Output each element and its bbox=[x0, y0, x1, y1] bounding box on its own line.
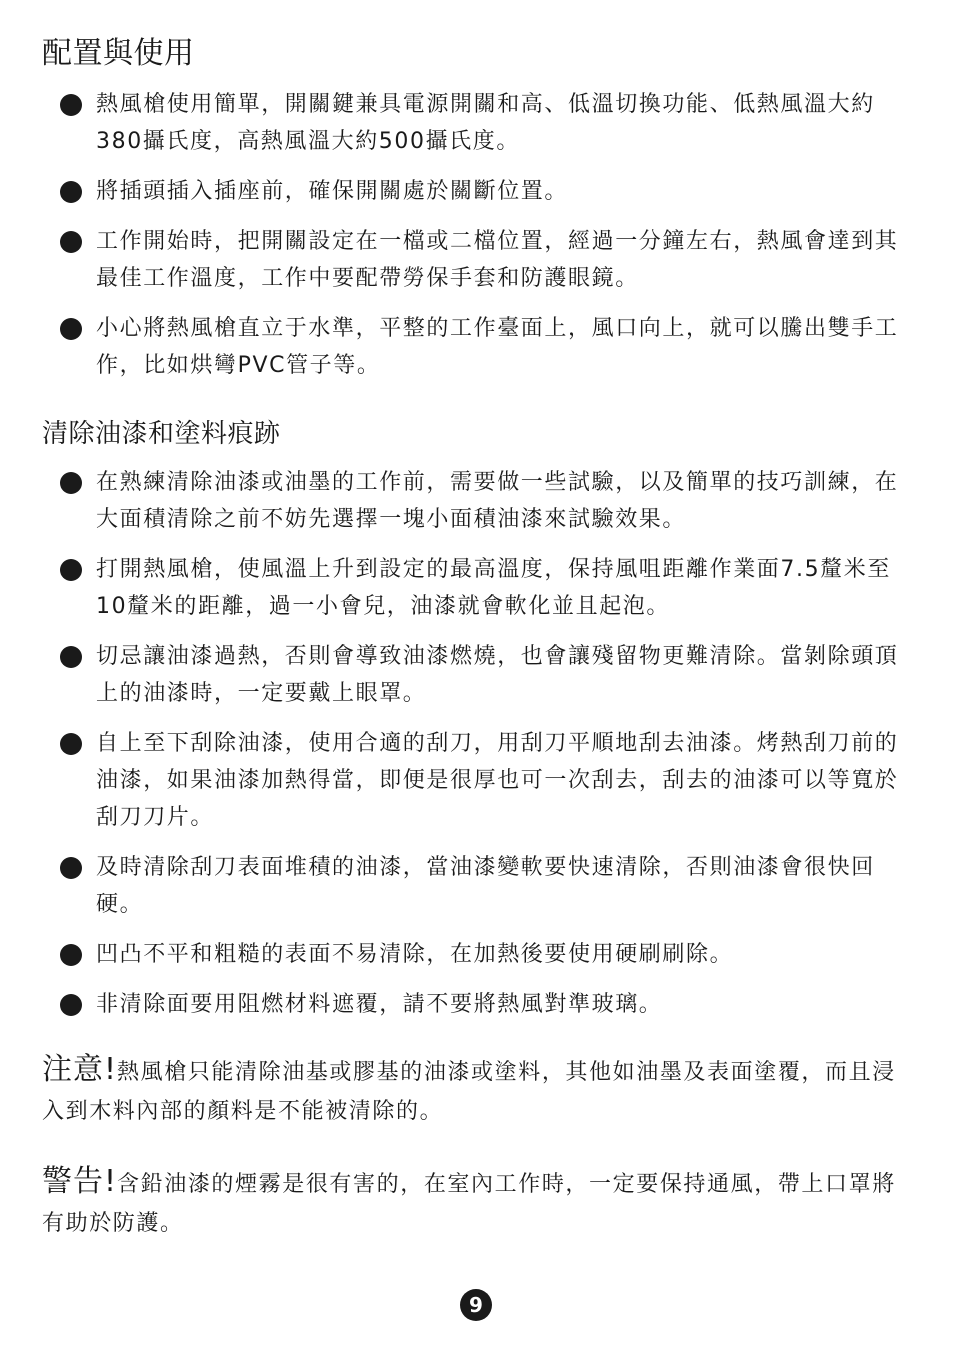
list-item bbox=[58, 849, 908, 923]
list-item-text: 熱風槍使用簡單，開關鍵兼具電源開關和高、低溫切換功能、低熱風溫大約380攝氏度，高熱風溫大約500攝氏度。 bbox=[96, 92, 875, 154]
list-item bbox=[58, 223, 908, 297]
list-item-text: 切忌讓油漆過熱，否則會導致油漆燃燒，也會讓殘留物更難清除。當剝除頭頂上的油漆時，一定要戴上眼罩。 bbox=[96, 644, 899, 706]
list-item bbox=[58, 310, 908, 384]
bullet-icon bbox=[60, 94, 82, 116]
list-item-text: 凹凸不平和粗糙的表面不易清除，在加熱後要使用硬刷刷除。 bbox=[96, 942, 734, 967]
notice-label: 注意! bbox=[42, 1052, 118, 1087]
section-title-paint-removal: 清除油漆和塗料痕跡 bbox=[42, 419, 281, 449]
list-item-text: 及時清除刮刀表面堆積的油漆，當油漆變軟要快速清除，否則油漆會很快回硬。 bbox=[96, 855, 875, 917]
list-item-text: 自上至下刮除油漆，使用合適的刮刀，用刮刀平順地刮去油漆。烤熱刮刀前的油漆，如果油漆加熱得當，即便是很厚也可一次刮去，刮去的油漆可以等寬於刮刀刀片。 bbox=[96, 731, 899, 830]
list-item bbox=[58, 464, 908, 538]
list-item bbox=[58, 725, 908, 836]
list-item bbox=[58, 173, 908, 210]
notice-text: 熱風槍只能清除油基或膠基的油漆或塗料，其他如油墨及表面塗覆，而且浸入到木料內部的顏料是不能被清除的。 bbox=[42, 1060, 896, 1124]
bullet-icon bbox=[60, 994, 82, 1016]
notice-paragraph bbox=[42, 1050, 908, 1131]
bullet-icon bbox=[60, 231, 82, 253]
list-item-text: 在熟練清除油漆或油墨的工作前，需要做一些試驗，以及簡單的技巧訓練，在大面積清除之前不妨先選擇一塊小面積油漆來試驗效果。 bbox=[96, 470, 899, 532]
warning-label: 警告! bbox=[42, 1164, 118, 1199]
bullet-icon bbox=[60, 733, 82, 755]
bullet-icon bbox=[60, 857, 82, 879]
bullet-icon bbox=[60, 559, 82, 581]
list-item bbox=[58, 86, 908, 160]
list-item-text: 打開熱風槍，使風溫上升到設定的最高溫度，保持風咀距離作業面7.5釐米至10釐米的距離，過一小會兒，油漆就會軟化並且起泡。 bbox=[96, 557, 891, 619]
list-item-text: 工作開始時，把開關設定在一檔或二檔位置，經過一分鐘左右，熱風會達到其最佳工作溫度，工作中要配帶勞保手套和防護眼鏡。 bbox=[96, 229, 899, 291]
list-item-text: 小心將熱風槍直立于水準，平整的工作臺面上，風口向上，就可以騰出雙手工作，比如烘彎PVC管子等。 bbox=[96, 316, 899, 378]
warning-paragraph bbox=[42, 1162, 908, 1243]
section-title-setup: 配置與使用 bbox=[42, 36, 195, 71]
setup-list bbox=[58, 86, 908, 397]
bullet-icon bbox=[60, 318, 82, 340]
bullet-icon bbox=[60, 646, 82, 668]
warning-text: 含鉛油漆的煙霧是很有害的，在室內工作時，一定要保持通風，帶上口罩將有助於防護。 bbox=[42, 1172, 896, 1236]
bullet-icon bbox=[60, 472, 82, 494]
paint-removal-list bbox=[58, 464, 908, 1036]
page-number-badge: 9 bbox=[460, 1289, 492, 1321]
list-item bbox=[58, 986, 908, 1023]
bullet-icon bbox=[60, 944, 82, 966]
list-item-text: 將插頭插入插座前，確保開關處於關斷位置。 bbox=[96, 179, 569, 204]
list-item-text: 非清除面要用阻燃材料遮覆，請不要將熱風對準玻璃。 bbox=[96, 992, 663, 1017]
list-item bbox=[58, 936, 908, 973]
list-item bbox=[58, 551, 908, 625]
list-item bbox=[58, 638, 908, 712]
bullet-icon bbox=[60, 181, 82, 203]
